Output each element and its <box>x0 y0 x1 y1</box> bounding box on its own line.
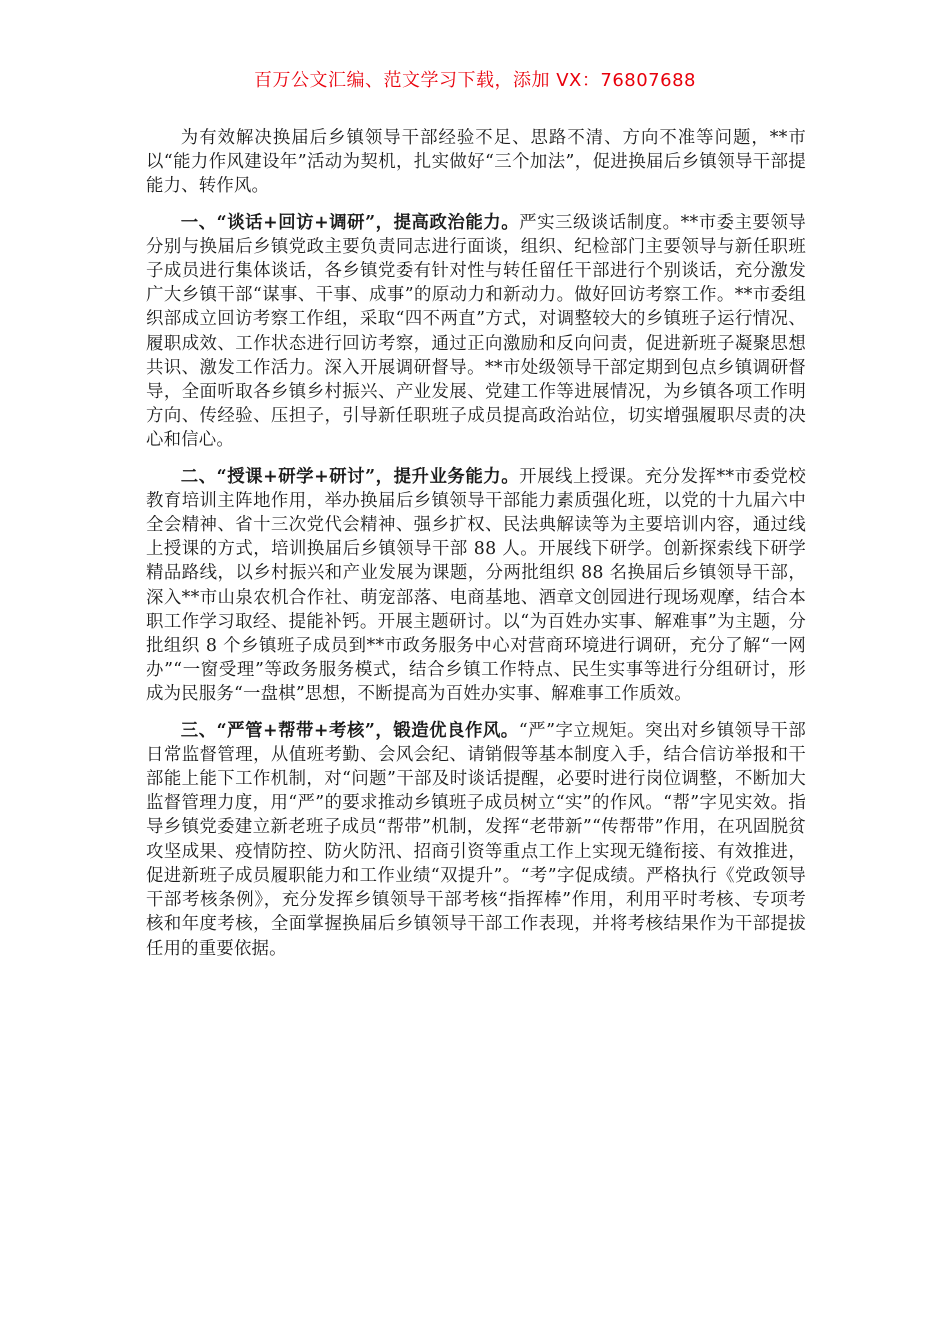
section-1-body: 严实三级谈话制度。**市委主要领导分别与换届后乡镇党政主要负责同志进行面谈，组织、纪检部门主要领导与新任职班子成员进行集体谈话，各乡镇党委有针对性与转任留任干部进行个别谈话，充分激发广大乡镇干部“谋事、干事、成事”的原动力和新动力。做好回访考察工作。**市委组织部成立回访考察工作组，采取“四不两直”方式，对调整较大的乡镇班子运行情况、履职成效、工作状态进行回访考察，通过正向激励和反向问责，促进新班子凝聚思想共识、激发工作活力。深入开展调研督导。**市处级领导干部定期到包点乡镇调研督导，全面听取各乡镇乡村振兴、产业发展、党建工作等进展情况，为乡镇各项工作明方向、传经验、压担子，引导新任职班子成员提高政治站位，切实增强履职尽责的决心和信心。 <box>146 212 806 451</box>
intro-paragraph: 为有效解决换届后乡镇领导干部经验不足、思路不清、方向不准等问题，**市以“能力作风建设年”活动为契机，扎实做好“三个加法”，促进换届后乡镇领导干部提能力、转作风。 <box>146 128 806 197</box>
section-2-body: 开展线上授课。充分发挥**市委党校教育培训主阵地作用，举办换届后乡镇领导干部能力素质强化班，以党的十九届六中全会精神、省十三次党代会精神、强乡扩权、民法典解读等为主要培训内容，通过线上授课的方式，培训换届后乡镇领导干部 88 人。开展线下研学。创新探索线下研学精品路线，以乡村振兴和产业发展为课题，分两批组织 88 名换届后乡镇领导干部，深入**市山泉农机合作社、萌宠部落、电商基地、酒章文创园进行现场观摩，结合本职工作学习取经、提能补钙。开展主题研讨。以“为百姓办实事、解难事”为主题，分批组织 8 个乡镇班子成员到**市政务服务中心对营商环境进行调研，充分了解“一网办”“一窗受理”等政务服务模式，结合乡镇工作特点、民生实事等进行分组研讨，形成为民服务“一盘棋”思想，不断提高为百姓办实事、解难事工作质效。 <box>146 466 806 705</box>
article-body <box>146 126 806 973</box>
section-3-paragraph <box>146 719 806 961</box>
section-1-heading: 一、“谈话+回访+调研”，提高政治能力。 <box>180 212 520 233</box>
section-3-body: “严”字立规矩。突出对乡镇领导干部日常监督管理，从值班考勤、会风会纪、请销假等基本制度入手，结合信访举报和干部能上能下工作机制，对“问题”干部及时谈话提醒，必要时进行岗位调整，不断加大监督管理力度，用“严”的要求推动乡镇班子成员树立“实”的作风。“帮”字见实效。指导乡镇党委建立新老班子成员“帮带”机制，发挥“老带新”“传帮带”作用，在巩固脱贫攻坚成果、疫情防控、防火防汛、招商引资等重点工作上实现无缝衔接、有效推进，促进新班子成员履职能力和工作业绩“双提升”。“考”字促成绩。严格执行《党政领导干部考核条例》，充分发挥乡镇领导干部考核“指挥棒”作用，利用平时考核、专项考核和年度考核，全面掌握换届后乡镇领导干部工作表现，并将考核结果作为干部提拔任用的重要依据。 <box>146 720 806 959</box>
section-2-heading: 二、“授课+研学+研讨”，提升业务能力。 <box>180 466 520 487</box>
section-1-paragraph <box>146 211 806 453</box>
section-2-paragraph <box>146 465 806 707</box>
section-3-heading: 三、“严管+帮带+考核”，锻造优良作风。 <box>180 720 519 741</box>
watermark-header: 百万公文汇编、范文学习下载，添加 VX：76807688 <box>254 70 696 91</box>
